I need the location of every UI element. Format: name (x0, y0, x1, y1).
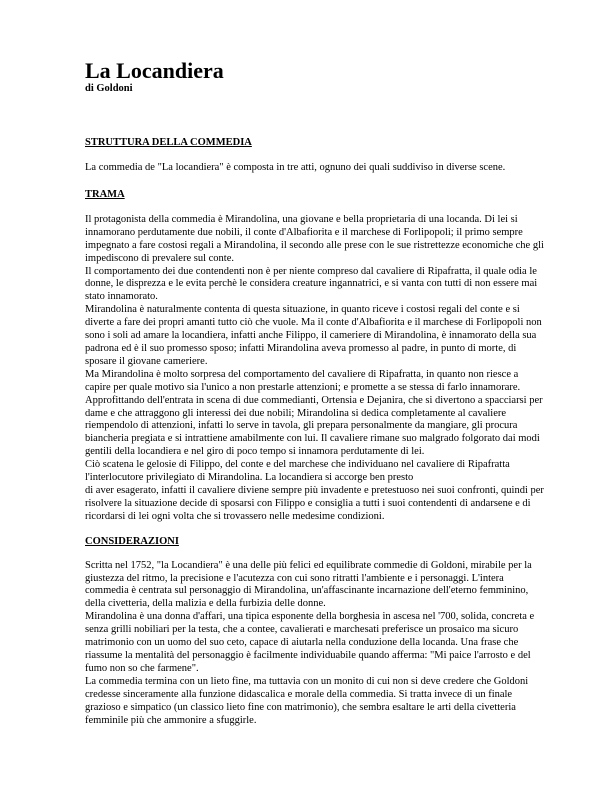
text-line: diverte a fare dei propri amanti tutto ciò che vuole. Ma il conte d'Albafiorita e il marchese di Forlipopoli non (85, 317, 542, 329)
text-line: risolvere la situazione decide di sposarsi con Filippo e consiglia a tutti i suoi contendenti di andarsene e di (85, 497, 531, 509)
text-line: della civetteria, della malizia e della furbizia delle donne. (85, 598, 326, 610)
section-body-struttura (85, 162, 575, 175)
text-line: riempendolo di attenzioni, infatti lo serve in tavola, gli prepara personalmente da mangiare, gli procura (85, 420, 518, 432)
text-line: giustezza del ritmo, la precisione e l'acutezza con cui sono ritratti l'ambiente e i personaggi. L'intera (85, 572, 504, 584)
text-line: senza grilli nobiliari per la testa, che a contee, cavalierati e marchesati preferisce un prosaico ma sicuro (85, 624, 519, 636)
text-line: commedia è centrata sul personaggio di Mirandolina, un'affascinante incarnazione dell'eterno femminino, (85, 585, 529, 597)
text-line: impegnato a fare costosi regali a Mirandolina, il secondo alle prese con le sue ristrettezze economiche che gli (85, 239, 544, 251)
text-line: capire per quale motivo sia l'unico a non prestarle attenzioni; e promette a se stessa di farlo innamorare. (85, 381, 521, 393)
text-line: femminile più che ammonire a sfuggirle. (85, 714, 257, 726)
section-body-trama (85, 214, 575, 524)
text-line: Mirandolina è naturalmente contenta di questa situazione, in quanto riceve i costosi regali del conte e si (85, 304, 520, 316)
document-title: La Locandiera (85, 58, 224, 83)
text-line: ricordarsi di lei ogni volta che si trovassero nelle medesime condizioni. (85, 510, 385, 522)
text-line: Ciò scatena le gelosie di Filippo, del conte e del marchese che individuano nel cavaliere di Ripafratta (85, 459, 510, 471)
text-line: La commedia termina con un lieto fine, ma tuttavia con un monito di cui non si deve credere che Goldoni (85, 675, 529, 687)
text-line: Il comportamento dei due contendenti non è per niente compreso dal cavaliere di Ripafratta, il quale odia le (85, 265, 537, 277)
text-line: donne, le disprezza e le evita perchè le considera creature ingannatrici, e si vanta con tutti di non essere mai (85, 278, 538, 290)
text-line: matrimonio con un uomo del suo ceto, capace di aiutarla nella conduzione della locanda. Una frase che (85, 637, 519, 649)
text-line: l'interlocutore privilegiato di Mirandolina. La locandiera si accorge ben presto (85, 472, 414, 484)
text-line: sposare il giovane cameriere. (85, 355, 208, 367)
text-line: Il protagonista della commedia è Mirandolina, una giovane e bella proprietaria di una locanda. Di lei si (85, 213, 518, 225)
text-line: sono i soli ad amare la locandiera, infatti anche Filippo, il cameriere di Mirandolina, è innamorato della sua (85, 330, 537, 342)
text-line: La commedia de "La locandiera" è composta in tre atti, ognuno dei quali suddiviso in diverse scene. (85, 162, 506, 173)
text-line: Scritta nel 1752, "la Locandiera" è una delle più felici ed equilibrate commedie di Goldoni, mirabile per la (85, 559, 532, 571)
text-line: Mirandolina è una donna d'affari, una tipica esponente della borghesia in ascesa nel '700, solida, concreta e (85, 611, 535, 623)
text-line: biancheria pregiata e si intrattiene amabilmente con lui. Il cavaliere rimane suo malgrado folgorato dai modi (85, 433, 540, 445)
text-line: dame e che attraggono gli interessi dei due nobili; Mirandolina si dedica completamente al cavaliere (85, 407, 507, 419)
text-line: Approfittando dell'entrata in scena di due commedianti, Ortensia e Dejanira, che si divertono a spacciarsi per (85, 394, 543, 406)
text-line: gentili della locandiera e nel giro di poco tempo si innamora perdutamente di lei. (85, 446, 425, 458)
section-heading-struttura: STRUTTURA DELLA COMMEDIA (85, 137, 252, 148)
text-line: di aver esagerato, infatti il cavaliere diviene sempre più invadente e pretestuoso nei suoi confronti, quindi per (85, 484, 544, 496)
text-line: innamorano perdutamente due nobili, il conte d'Albafiorita e il marchese di Forlipopoli; il primo sempre (85, 226, 523, 238)
text-line: impediscono di prevalere sul conte. (85, 252, 234, 264)
text-line: fumo non so che farmene". (85, 662, 199, 674)
text-line: padrona ed è il suo promesso sposo; infatti Mirandolina aveva promesso al padre, in punto di morte, di (85, 342, 517, 354)
document-subtitle: di Goldoni (85, 83, 133, 94)
document-page (85, 58, 575, 727)
section-body-considerazioni (85, 560, 575, 728)
section-heading-trama: TRAMA (85, 188, 125, 200)
text-line: riassume la mentalità del personaggio è facilmente individuabile quando afferma: "Mi paice l'arrosto e del (85, 650, 531, 661)
text-line: grazioso e simpatico (un classico lieto fine con matrimonio), che sembra esaltare le arti della civetteria (85, 701, 516, 713)
section-heading-considerazioni: CONSIDERAZIONI (85, 535, 179, 547)
text-line: stato innamorato. (85, 291, 158, 303)
text-line: credesse sinceramente alla funzione didascalica e morale della commedia. Si tratta invece di un finale (85, 688, 513, 700)
text-line: Ma Mirandolina è molto sorpresa del comportamento del cavaliere di Ripafratta, in quanto non riesce a (85, 368, 519, 380)
